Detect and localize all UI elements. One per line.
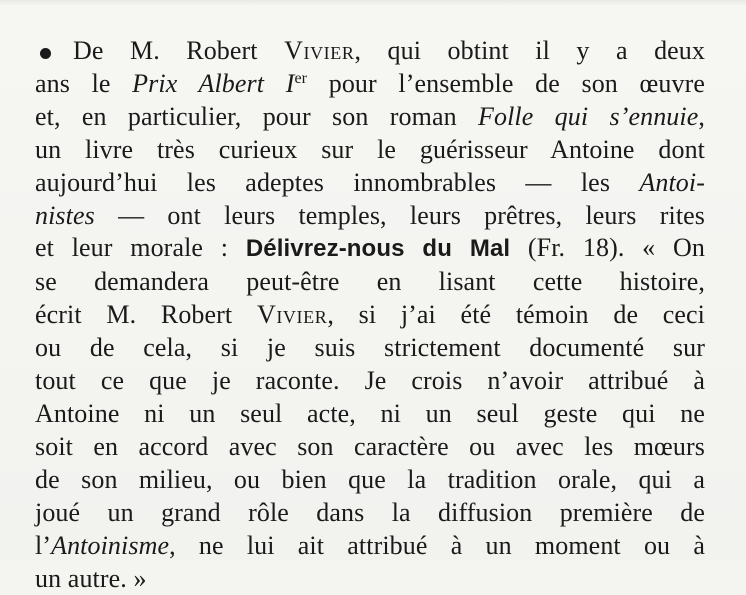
- book-title: Délivrez-nous du Mal: [246, 235, 510, 262]
- text-line: soit en accord avec son caractère ou avec les mœurs: [35, 431, 705, 464]
- text-line: l’Antoinisme, ne lui ait attribué à un moment ou à: [35, 530, 705, 563]
- text-line: et leur morale : Délivrez-nous du Mal (Fr. 18). « On: [35, 232, 705, 266]
- text-line: aujourd’hui les adeptes innombrables — les Antoi-: [35, 167, 705, 200]
- text-line: un livre très curieux sur le guérisseur Antoine dont: [35, 134, 705, 167]
- article-paragraph: [35, 35, 705, 595]
- text-line: nistes — ont leurs temples, leurs prêtres, leurs rites: [35, 200, 705, 233]
- text-line: se demandera peut-être en lisant cette histoire,: [35, 266, 705, 299]
- text-line: Antoine ni un seul acte, ni un seul geste qui ne: [35, 398, 705, 431]
- prize-title: Prix Albert I: [132, 69, 294, 98]
- text-line: joué un grand rôle dans la diffusion première de: [35, 497, 705, 530]
- text-line: un autre. »: [35, 563, 705, 595]
- text-line: De M. Robert Vivier, qui obtint il y a deux: [35, 35, 705, 68]
- text-line: écrit M. Robert Vivier, si j’ai été témoin de ceci: [35, 299, 705, 332]
- page-top-edge: [0, 0, 746, 6]
- text-line: tout ce que je raconte. Je crois n’avoir attribué à: [35, 365, 705, 398]
- text-line: ans le Prix Albert Ier pour l’ensemble de son œuvre: [35, 68, 705, 101]
- text-line: ou de cela, si je suis strictement documenté sur: [35, 332, 705, 365]
- text-line: de son milieu, ou bien que la tradition orale, qui a: [35, 464, 705, 497]
- novel-title: Folle qui s’ennuie: [478, 102, 698, 131]
- text-line: et, en particulier, pour son roman Folle qui s’ennuie,: [35, 101, 705, 134]
